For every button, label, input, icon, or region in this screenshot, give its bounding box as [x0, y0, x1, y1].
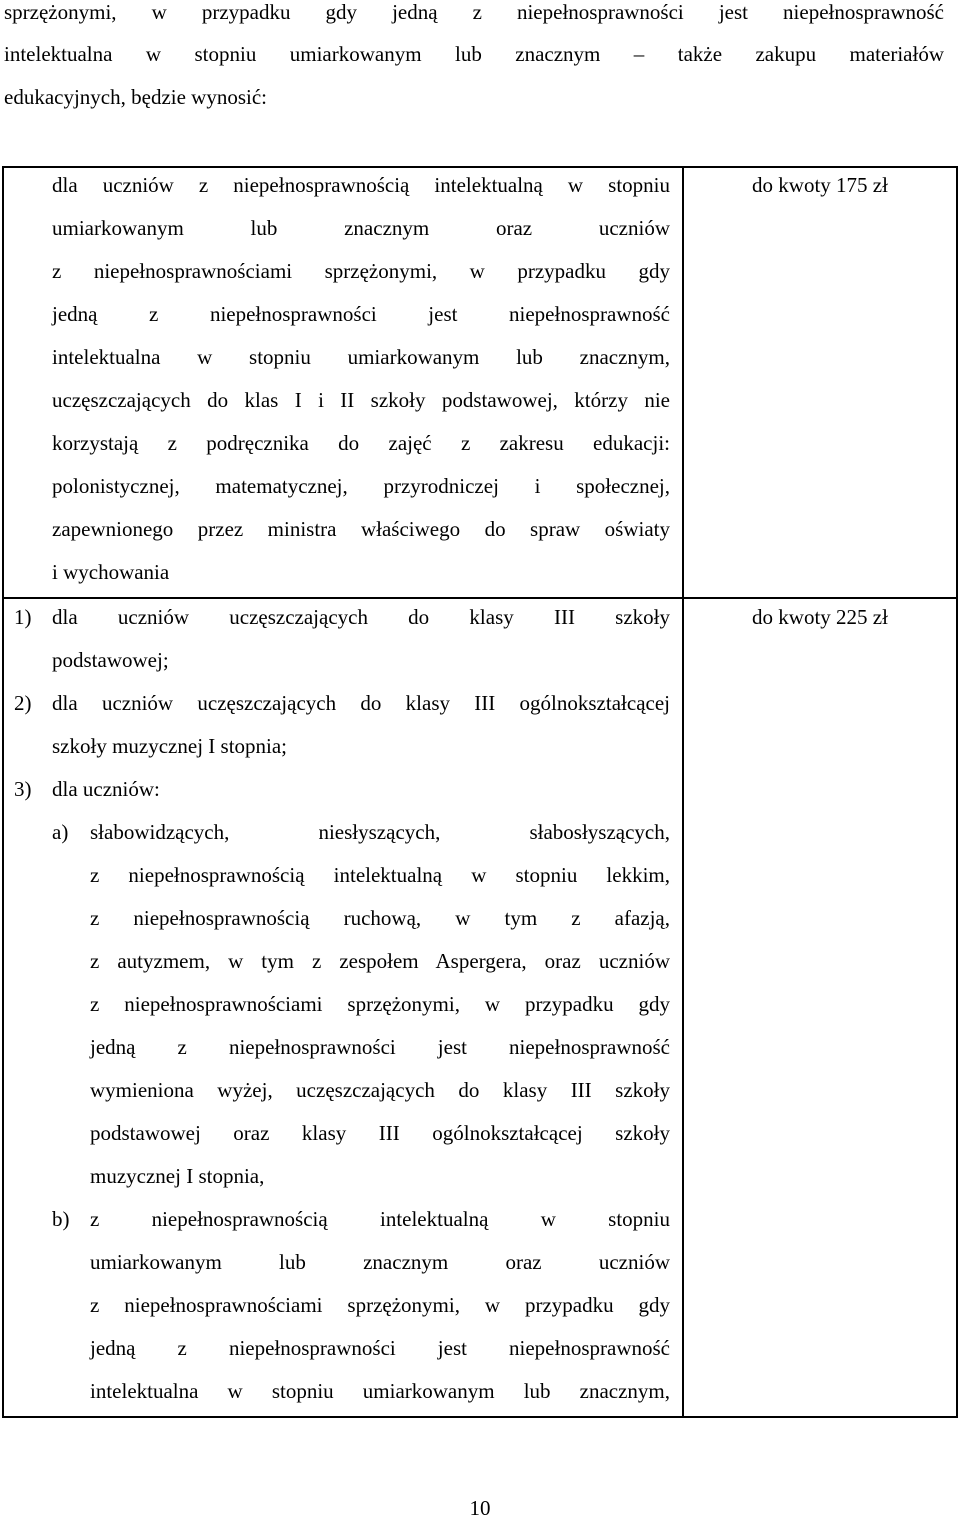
suba-line-6: jedną z niepełnosprawności jest niepełnosprawność	[90, 1035, 670, 1059]
subb-line-3: z niepełnosprawnościami sprzężonymi, w przypadku gdy	[90, 1293, 670, 1317]
table-border-bottom	[2, 1416, 958, 1418]
row1-line-8: polonistycznej, matematycznej, przyrodniczej i społecznej,	[52, 474, 670, 498]
table-border-top	[2, 166, 958, 168]
suba-line-8: podstawowej oraz klasy III ogólnokształcącej szkoły	[90, 1121, 670, 1145]
item1-line-1: dla uczniów uczęszczających do klasy III szkoły	[52, 605, 670, 629]
suba-line-7: wymieniona wyżej, uczęszczających do klasy III szkoły	[90, 1078, 670, 1102]
suba-line-4: z autyzmem, w tym z zespołem Aspergera, oraz uczniów	[90, 949, 670, 973]
table-border-left	[2, 166, 4, 1418]
suba-line-1: słabowidzących, niesłyszących, słabosłyszących,	[90, 820, 670, 844]
suba-line-5: z niepełnosprawnościami sprzężonymi, w przypadku gdy	[90, 992, 670, 1016]
item-number-3: 3)	[14, 777, 32, 801]
item2-line-1: dla uczniów uczęszczających do klasy III ogólnokształcącej	[52, 691, 670, 715]
row1-line-1: dla uczniów z niepełnosprawnością intelektualną w stopniu	[52, 173, 670, 197]
intro-line-1: sprzężonymi, w przypadku gdy jedną z niepełnosprawności jest niepełnosprawność	[4, 0, 944, 24]
table-row-divider	[2, 597, 958, 599]
item1-line-2: podstawowej;	[52, 648, 169, 672]
row1-line-4: jedną z niepełnosprawności jest niepełnosprawność	[52, 302, 670, 326]
item3-line-1: dla uczniów:	[52, 777, 160, 801]
subb-line-5: intelektualna w stopniu umiarkowanym lub znacznym,	[90, 1379, 670, 1403]
row1-line-5: intelektualna w stopniu umiarkowanym lub znacznym,	[52, 345, 670, 369]
row1-line-6: uczęszczających do klas I i II szkoły podstawowej, którzy nie	[52, 388, 670, 412]
page-number: 10	[469, 1496, 491, 1520]
row1-line-9: zapewnionego przez ministra właściwego do spraw oświaty	[52, 517, 670, 541]
row2-amount: do kwoty 225 zł	[752, 605, 888, 629]
table-border-right	[956, 166, 958, 1418]
row1-line-10: i wychowania	[52, 560, 170, 584]
row1-line-3: z niepełnosprawnościami sprzężonymi, w przypadku gdy	[52, 259, 670, 283]
subitem-letter-a: a)	[52, 820, 69, 844]
subb-line-1: z niepełnosprawnością intelektualną w stopniu	[90, 1207, 670, 1231]
subb-line-4: jedną z niepełnosprawności jest niepełnosprawność	[90, 1336, 670, 1360]
subitem-letter-b: b)	[52, 1207, 70, 1231]
intro-line-3: edukacyjnych, będzie wynosić:	[4, 85, 267, 109]
suba-line-9: muzycznej I stopnia,	[90, 1164, 265, 1188]
row1-line-2: umiarkowanym lub znacznym oraz uczniów	[52, 216, 670, 240]
suba-line-3: z niepełnosprawnością ruchową, w tym z afazją,	[90, 906, 670, 930]
item-number-1: 1)	[14, 605, 32, 629]
item-number-2: 2)	[14, 691, 32, 715]
table-column-divider	[682, 166, 684, 1418]
row1-line-7: korzystają z podręcznika do zajęć z zakresu edukacji:	[52, 431, 670, 455]
suba-line-2: z niepełnosprawnością intelektualną w stopniu lekkim,	[90, 863, 670, 887]
item2-line-2: szkoły muzycznej I stopnia;	[52, 734, 288, 758]
subb-line-2: umiarkowanym lub znacznym oraz uczniów	[90, 1250, 670, 1274]
intro-line-2: intelektualna w stopniu umiarkowanym lub znacznym – także zakupu materiałów	[4, 42, 944, 66]
row1-amount: do kwoty 175 zł	[752, 173, 888, 197]
